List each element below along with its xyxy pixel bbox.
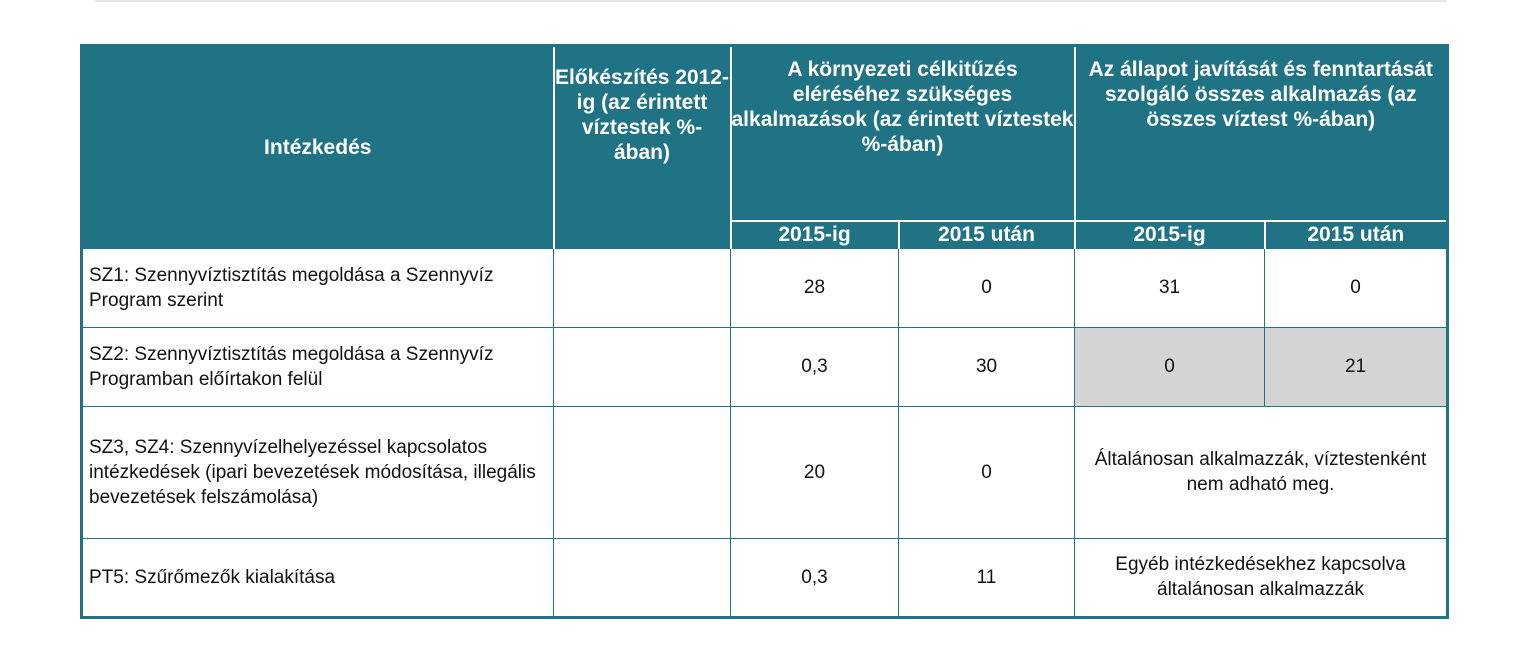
- prep-cell: [554, 538, 731, 617]
- table-row: [82, 538, 1448, 617]
- env-after-cell: 11: [899, 538, 1075, 617]
- state-until-cell: 31: [1075, 248, 1265, 327]
- state-until-cell: 0: [1075, 327, 1265, 406]
- env-until-cell: 28: [731, 248, 899, 327]
- state-after-cell: 0: [1265, 248, 1448, 327]
- state-merged-cell: Általánosan alkalmazzák, víztestenként nem adható meg.: [1075, 407, 1448, 539]
- row-label: SZ3, SZ4: Szennyvízelhelyezéssel kapcsolatos intézkedések (ipari bevezetések módosítása, illegális bevezetések felszámolása): [82, 407, 554, 539]
- env-after-cell: 30: [899, 327, 1075, 406]
- row-label: PT5: Szűrőmezők kialakítása: [82, 538, 554, 617]
- header-state-improvement: Az állapot javítását és fenntartását szolgáló összes alkalmazás (az összes víztest %-ában): [1075, 46, 1448, 221]
- prep-cell: [554, 327, 731, 406]
- subheader-state-after-2015: 2015 után: [1265, 221, 1448, 249]
- header-row: [82, 46, 1448, 221]
- prep-cell: [554, 248, 731, 327]
- state-merged-cell: Egyéb intézkedésekhez kapcsolva általánosan alkalmazzák: [1075, 538, 1448, 617]
- top-rule: [95, 0, 1447, 2]
- subheader-env-until-2015: 2015-ig: [731, 221, 899, 249]
- row-label: SZ2: Szennyvíztisztítás megoldása a Szennyvíz Programban előírtakon felül: [82, 327, 554, 406]
- header-measure: Intézkedés: [82, 46, 554, 249]
- env-until-cell: 20: [731, 407, 899, 539]
- prep-cell: [554, 407, 731, 539]
- table-row: [82, 407, 1448, 539]
- header-environmental-goal: A környezeti célkitűzés eléréséhez szükséges alkalmazások (az érintett víztestek %-ában): [731, 46, 1075, 221]
- subheader-state-until-2015: 2015-ig: [1075, 221, 1265, 249]
- state-after-cell: 21: [1265, 327, 1448, 406]
- row-label: SZ1: Szennyvíztisztítás megoldása a Szennyvíz Program szerint: [82, 248, 554, 327]
- header-preparation: Előkészítés 2012-ig (az érintett víztestek %-ában): [554, 46, 731, 249]
- subheader-env-after-2015: 2015 után: [899, 221, 1075, 249]
- env-until-cell: 0,3: [731, 327, 899, 406]
- measures-table: [80, 44, 1449, 619]
- table-row: [82, 248, 1448, 327]
- env-after-cell: 0: [899, 407, 1075, 539]
- env-after-cell: 0: [899, 248, 1075, 327]
- env-until-cell: 0,3: [731, 538, 899, 617]
- table-row: [82, 327, 1448, 406]
